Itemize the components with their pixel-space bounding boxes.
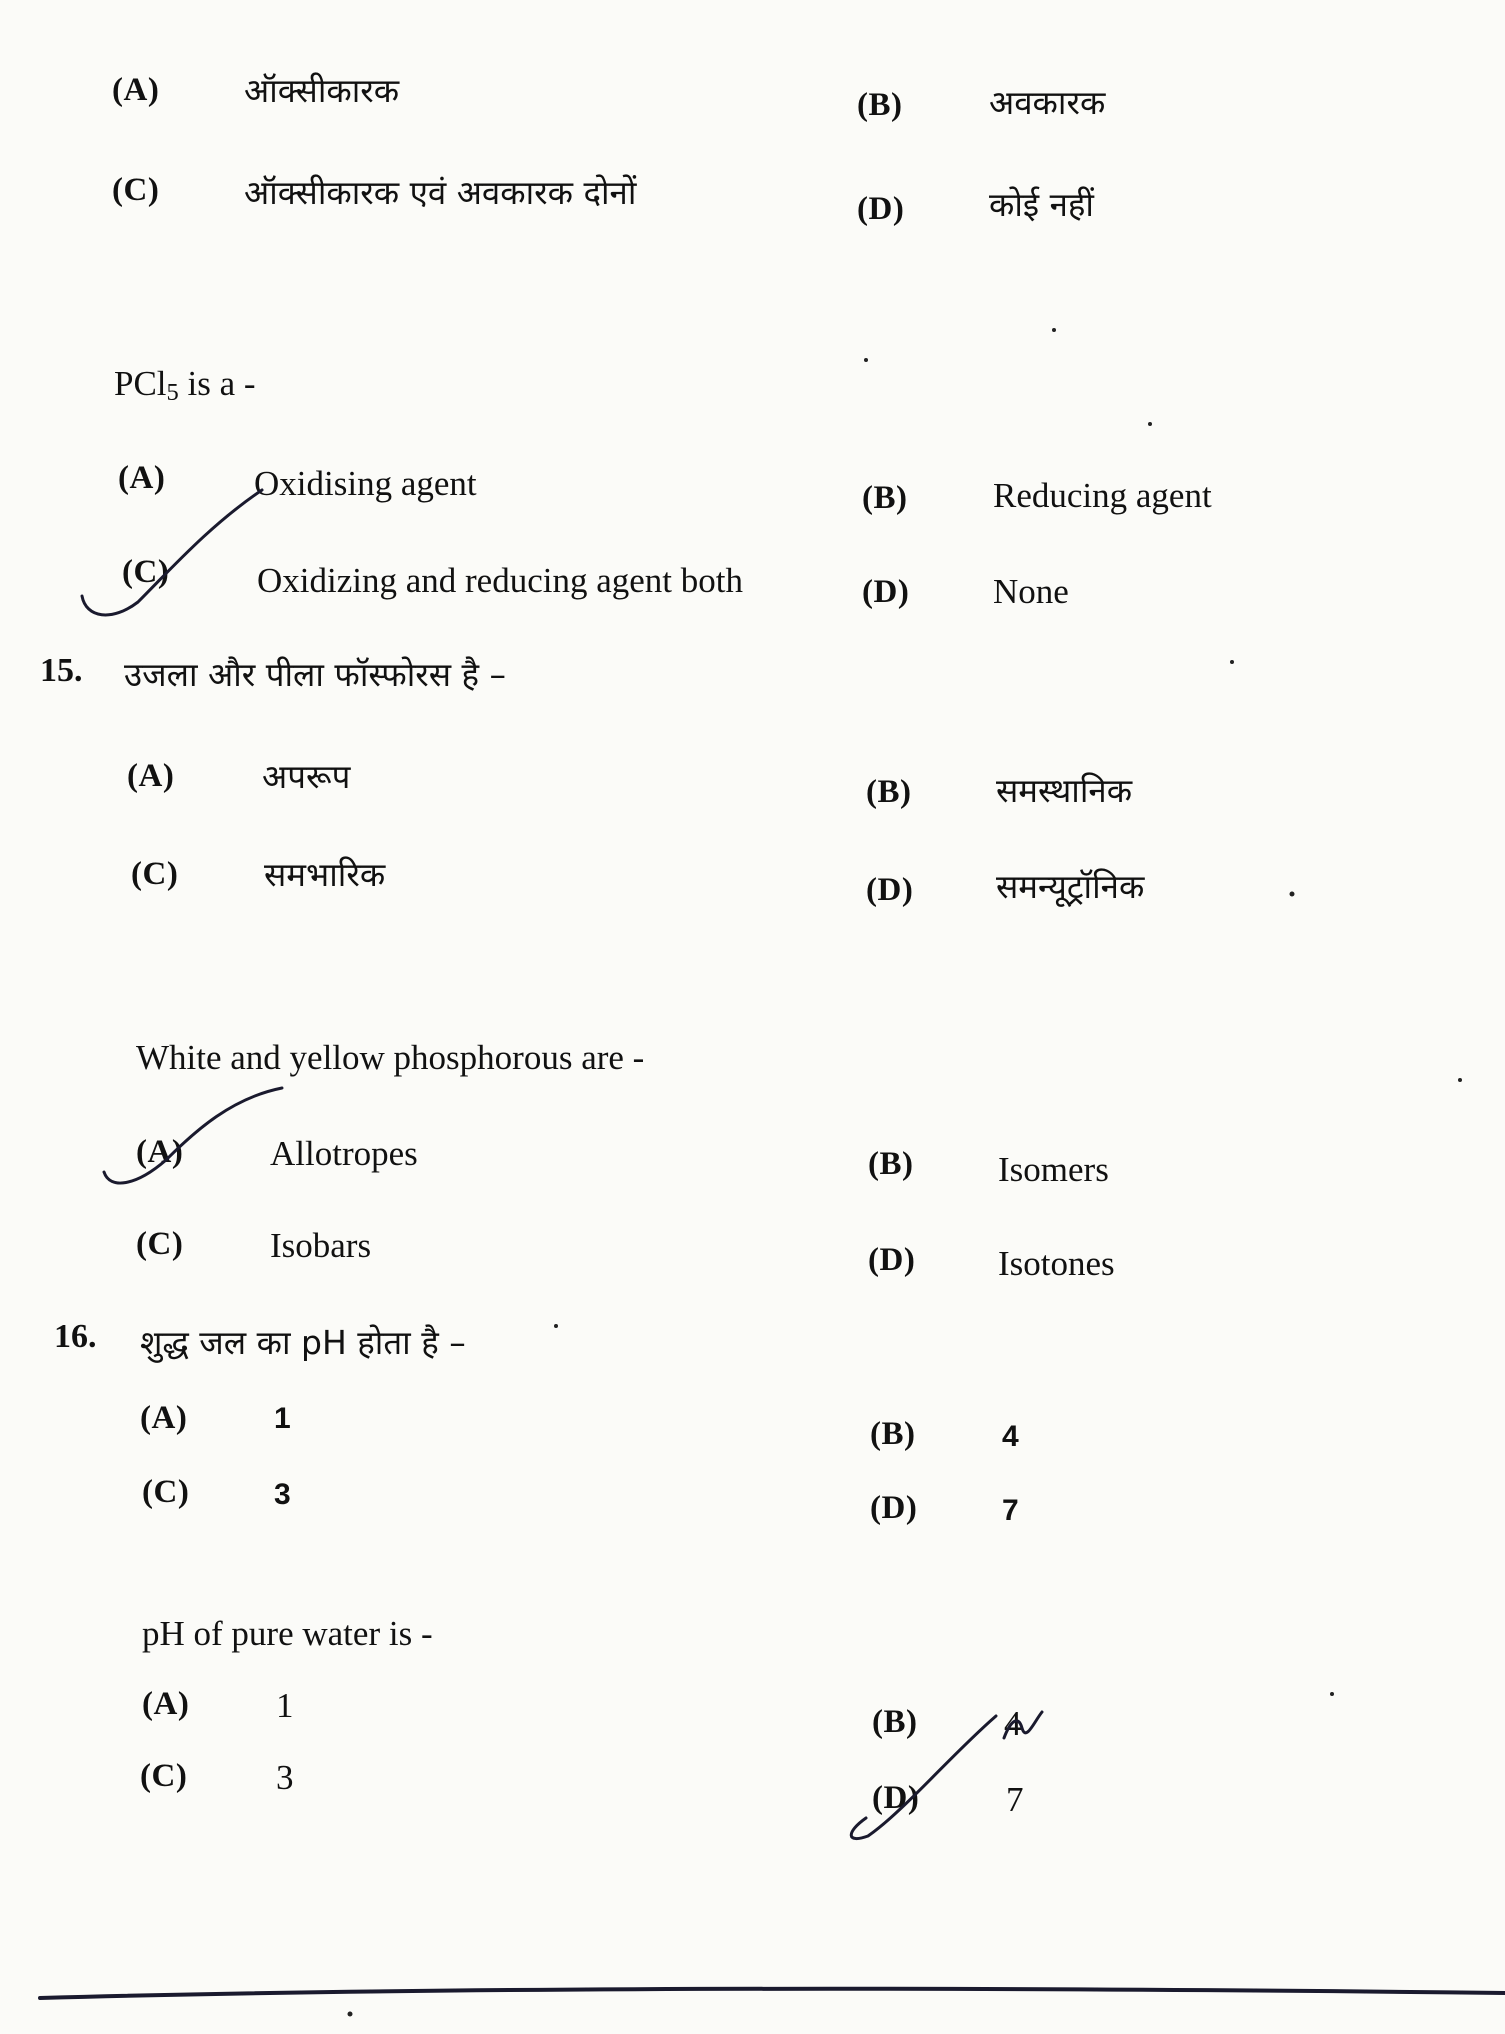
q15-hi-question: उजला और पीला फॉस्फोरस है – <box>124 655 507 694</box>
q14-hi-option-c-text: ऑक्सीकारक एवं अवकारक दोनों <box>244 173 637 212</box>
q15-en-option-c-letter: (C) <box>136 1226 184 1262</box>
speck <box>554 1324 558 1328</box>
q16-hi-option-b-letter: (B) <box>870 1416 916 1452</box>
q16-hi-option-c-letter: (C) <box>142 1474 190 1510</box>
q15-number: 15. <box>40 652 83 689</box>
q16-en-option-d-text: 7 <box>1006 1780 1024 1819</box>
q16-hi-option-d-text: 7 <box>1002 1494 1019 1527</box>
q16-en-option-d-letter: (D) <box>872 1780 920 1816</box>
q15-hi-option-c-letter: (C) <box>131 856 179 892</box>
q14-en-option-a-letter: (A) <box>118 460 166 496</box>
speck <box>1458 1078 1462 1082</box>
q16-hi-option-a-text: 1 <box>274 1402 291 1435</box>
q15-tick-mark <box>104 1088 282 1183</box>
q15-en-option-a-letter: (A) <box>136 1134 184 1170</box>
q16-hi-option-a-letter: (A) <box>140 1400 188 1436</box>
q14-en-question: PCl$_5$ is a - <box>114 364 256 406</box>
q14-hi-option-a-letter: (A) <box>112 72 160 108</box>
q14-en-option-b-text: Reducing agent <box>993 476 1212 515</box>
q16-en-option-c-letter: (C) <box>140 1758 188 1794</box>
q14-hi-option-b-letter: (B) <box>857 87 903 123</box>
q16-en-option-b-letter: (B) <box>872 1704 918 1740</box>
q16-en-option-b-text: 4 <box>1004 1704 1022 1743</box>
q15-en-option-d-text: Isotones <box>998 1244 1115 1283</box>
q14-hi-option-c-letter: (C) <box>112 172 160 208</box>
q16-hi-option-d-letter: (D) <box>870 1490 918 1526</box>
q15-en-question: White and yellow phosphorous are - <box>136 1038 645 1077</box>
q14-en-option-b-letter: (B) <box>862 480 908 516</box>
q15-hi-option-d-letter: (D) <box>866 872 914 908</box>
q16-en-question: pH of pure water is - <box>142 1614 433 1653</box>
q14-hi-option-d-text: कोई नहीं <box>989 185 1094 224</box>
q16-en-option-c-text: 3 <box>276 1758 294 1797</box>
q14-en-option-c-text: Oxidizing and reducing agent both <box>257 561 743 600</box>
speck <box>1290 892 1295 897</box>
q16-en-option-a-letter: (A) <box>142 1686 190 1722</box>
q15-hi-option-a-text: अपरूप <box>262 757 351 796</box>
q14-en-option-c-letter: (C) <box>122 554 170 590</box>
q14-hi-option-d-letter: (D) <box>857 191 905 227</box>
q14-hi-option-a-text: ऑक्सीकारक <box>244 71 400 110</box>
q16-number: 16. <box>54 1318 97 1355</box>
q14-tick-mark <box>82 490 262 615</box>
speck <box>1052 328 1056 332</box>
speck <box>348 2012 353 2017</box>
q15-hi-option-d-text: समन्यूट्रॉनिक <box>996 867 1145 906</box>
speck <box>864 358 868 362</box>
q15-en-option-d-letter: (D) <box>868 1242 916 1278</box>
q15-hi-option-a-letter: (A) <box>127 758 175 794</box>
q15-en-option-b-letter: (B) <box>868 1146 914 1182</box>
q14-en-option-a-text: Oxidising agent <box>254 464 477 503</box>
q14-en-option-d-letter: (D) <box>862 574 910 610</box>
q15-en-option-a-text: Allotropes <box>270 1134 418 1173</box>
q15-hi-option-b-letter: (B) <box>866 774 912 810</box>
bottom-rule <box>40 1989 1505 1998</box>
q16-hi-option-b-text: 4 <box>1002 1420 1019 1453</box>
q16-hi-option-c-text: 3 <box>274 1478 291 1511</box>
q14-en-option-d-text: None <box>993 572 1069 611</box>
q15-hi-option-b-text: समस्थानिक <box>996 771 1133 810</box>
q15-hi-option-c-text: समभारिक <box>264 855 386 894</box>
q16-hi-question: शुद्ध जल का pH होता है – <box>140 1323 466 1362</box>
q14-hi-option-b-text: अवकारक <box>989 83 1106 122</box>
speck <box>1230 660 1234 664</box>
q15-en-option-b-text: Isomers <box>998 1150 1109 1189</box>
q15-en-option-c-text: Isobars <box>270 1226 372 1265</box>
speck <box>1330 1692 1334 1696</box>
q16-en-option-a-text: 1 <box>276 1686 294 1725</box>
speck <box>1148 422 1152 426</box>
